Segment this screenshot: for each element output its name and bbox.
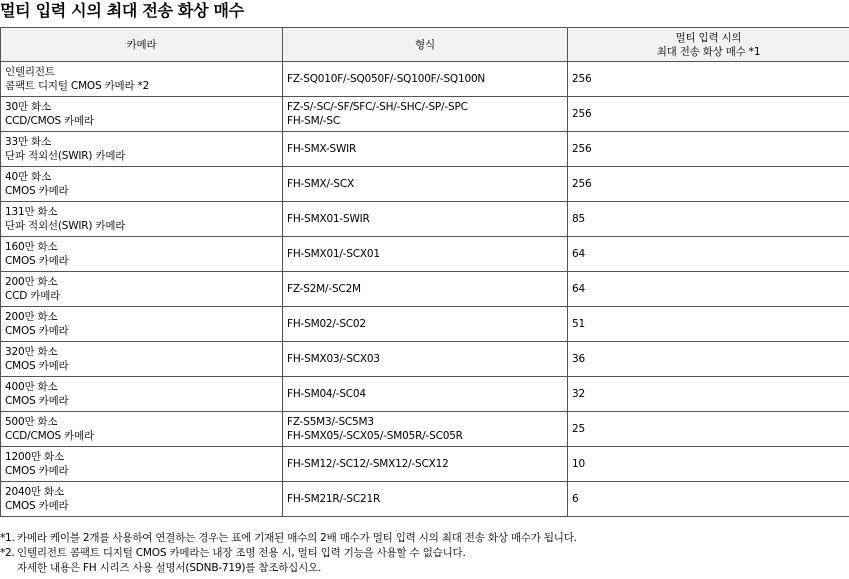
table-body bbox=[1, 62, 849, 517]
spec-table bbox=[0, 27, 849, 517]
camera-cell bbox=[1, 132, 283, 167]
camera-line: CCD 카메라 bbox=[5, 290, 61, 302]
camera-cell bbox=[1, 447, 283, 482]
table-row bbox=[1, 62, 849, 97]
model-line: FH-SM/-SC bbox=[287, 115, 340, 127]
camera-cell bbox=[1, 167, 283, 202]
camera-cell bbox=[1, 342, 283, 377]
model-cell bbox=[283, 167, 568, 202]
table-row bbox=[1, 132, 849, 167]
footnote-continuation: 자세한 내용은 FH 시리즈 사용 설명서(SDNB-719)를 참조하십시오. bbox=[17, 562, 322, 574]
model-cell bbox=[283, 132, 568, 167]
model-cell bbox=[283, 342, 568, 377]
model-cell bbox=[283, 412, 568, 447]
footnote-text: 인텔리전트 콤팩트 디지털 CMOS 카메라는 내장 조명 전용 시, 멀티 입력 기능을 사용할 수 없습니다. bbox=[17, 547, 466, 559]
page-title: 멀티 입력 시의 최대 전송 화상 매수 bbox=[0, 1, 244, 20]
camera-line: 40만 화소 bbox=[5, 171, 51, 183]
camera-line: CCD/CMOS 카메라 bbox=[5, 430, 94, 442]
model-cell bbox=[283, 237, 568, 272]
image-count-cell: 85 bbox=[568, 202, 849, 237]
camera-line: 33만 화소 bbox=[5, 136, 51, 148]
table-row bbox=[1, 482, 849, 517]
model-line: FH-SM12/-SC12/-SMX12/-SCX12 bbox=[287, 458, 449, 470]
image-count-cell: 51 bbox=[568, 307, 849, 342]
camera-cell bbox=[1, 237, 283, 272]
model-cell bbox=[283, 377, 568, 412]
camera-cell bbox=[1, 62, 283, 97]
table-header-row bbox=[1, 28, 849, 62]
image-count-cell: 32 bbox=[568, 377, 849, 412]
model-line: FZ-S/-SC/-SF/SFC/-SH/-SHC/-SP/-SPC bbox=[287, 101, 468, 113]
model-line: FH-SMX01/-SCX01 bbox=[287, 248, 380, 260]
footnote-mark: *1. bbox=[0, 532, 15, 544]
camera-line: 인텔리전트 bbox=[5, 66, 55, 78]
table-row bbox=[1, 272, 849, 307]
camera-cell bbox=[1, 482, 283, 517]
footnote-text: 카메라 케이블 2개를 사용하여 연결하는 경우는 표에 기재된 매수의 2배 매수가 멀티 입력 시의 최대 전송 화상 매수가 됩니다. bbox=[17, 532, 577, 544]
camera-line: 200만 화소 bbox=[5, 311, 58, 323]
table-row bbox=[1, 167, 849, 202]
model-line: FH-SMX05/-SCX05/-SM05R/-SC05R bbox=[287, 430, 463, 442]
model-line: FH-SMX03/-SCX03 bbox=[287, 353, 380, 365]
table-row bbox=[1, 447, 849, 482]
header-max-images-line: 멀티 입력 시의 bbox=[675, 31, 742, 44]
header-max-images-line: 최대 전송 화상 매수 *1 bbox=[656, 45, 761, 58]
table-row bbox=[1, 307, 849, 342]
camera-cell bbox=[1, 307, 283, 342]
camera-line: 1200만 화소 bbox=[5, 451, 64, 463]
model-line: FH-SM04/-SC04 bbox=[287, 388, 366, 400]
image-count-cell: 64 bbox=[568, 272, 849, 307]
camera-line: 400만 화소 bbox=[5, 381, 58, 393]
camera-cell bbox=[1, 272, 283, 307]
model-cell bbox=[283, 447, 568, 482]
camera-line: 30만 화소 bbox=[5, 101, 51, 113]
camera-line: CMOS 카메라 bbox=[5, 255, 69, 267]
camera-line: 500만 화소 bbox=[5, 416, 58, 428]
image-count-cell: 256 bbox=[568, 132, 849, 167]
camera-cell bbox=[1, 202, 283, 237]
model-line: FH-SM21R/-SC21R bbox=[287, 493, 381, 505]
camera-cell bbox=[1, 412, 283, 447]
table-row bbox=[1, 412, 849, 447]
image-count-cell: 256 bbox=[568, 97, 849, 132]
table-row bbox=[1, 377, 849, 412]
header-max-images bbox=[568, 28, 849, 62]
camera-line: CMOS 카메라 bbox=[5, 325, 69, 337]
model-cell bbox=[283, 482, 568, 517]
camera-cell bbox=[1, 97, 283, 132]
header-model: 형식 bbox=[283, 28, 568, 62]
camera-line: CMOS 카메라 bbox=[5, 500, 69, 512]
model-line: FZ-SQ010F/-SQ050F/-SQ100F/-SQ100N bbox=[287, 73, 486, 85]
image-count-cell: 6 bbox=[568, 482, 849, 517]
camera-cell bbox=[1, 377, 283, 412]
model-line: FH-SMX/-SCX bbox=[287, 178, 354, 190]
camera-line: 200만 화소 bbox=[5, 276, 58, 288]
footnote bbox=[0, 531, 849, 546]
footnote-mark: *2. bbox=[0, 547, 15, 559]
image-count-cell: 10 bbox=[568, 447, 849, 482]
camera-line: 단파 적외선(SWIR) 카메라 bbox=[5, 150, 126, 162]
camera-line: CMOS 카메라 bbox=[5, 465, 69, 477]
model-cell bbox=[283, 307, 568, 342]
image-count-cell: 256 bbox=[568, 62, 849, 97]
camera-line: 160만 화소 bbox=[5, 241, 58, 253]
model-cell bbox=[283, 62, 568, 97]
image-count-cell: 64 bbox=[568, 237, 849, 272]
model-line: FH-SM02/-SC02 bbox=[287, 318, 366, 330]
model-cell bbox=[283, 97, 568, 132]
footnotes bbox=[0, 531, 849, 576]
camera-line: 단파 적외선(SWIR) 카메라 bbox=[5, 220, 126, 232]
table-row bbox=[1, 237, 849, 272]
image-count-cell: 256 bbox=[568, 167, 849, 202]
camera-line: 320만 화소 bbox=[5, 346, 58, 358]
model-line: FZ-S5M3/-SC5M3 bbox=[287, 416, 374, 428]
table-row bbox=[1, 202, 849, 237]
image-count-cell: 25 bbox=[568, 412, 849, 447]
camera-line: CMOS 카메라 bbox=[5, 185, 69, 197]
model-line: FZ-S2M/-SC2M bbox=[287, 283, 361, 295]
camera-line: 콤팩트 디지털 CMOS 카메라 *2 bbox=[5, 80, 150, 92]
camera-line: 131만 화소 bbox=[5, 206, 58, 218]
model-line: FH-SMX-SWIR bbox=[287, 143, 357, 155]
image-count-cell: 36 bbox=[568, 342, 849, 377]
table-row bbox=[1, 342, 849, 377]
model-cell bbox=[283, 272, 568, 307]
camera-line: CMOS 카메라 bbox=[5, 360, 69, 372]
camera-line: CMOS 카메라 bbox=[5, 395, 69, 407]
footnote bbox=[0, 546, 849, 561]
model-line: FH-SMX01-SWIR bbox=[287, 213, 370, 225]
header-camera: 카메라 bbox=[1, 28, 283, 62]
table-row bbox=[1, 97, 849, 132]
camera-line: CCD/CMOS 카메라 bbox=[5, 115, 94, 127]
model-cell bbox=[283, 202, 568, 237]
camera-line: 2040만 화소 bbox=[5, 486, 64, 498]
